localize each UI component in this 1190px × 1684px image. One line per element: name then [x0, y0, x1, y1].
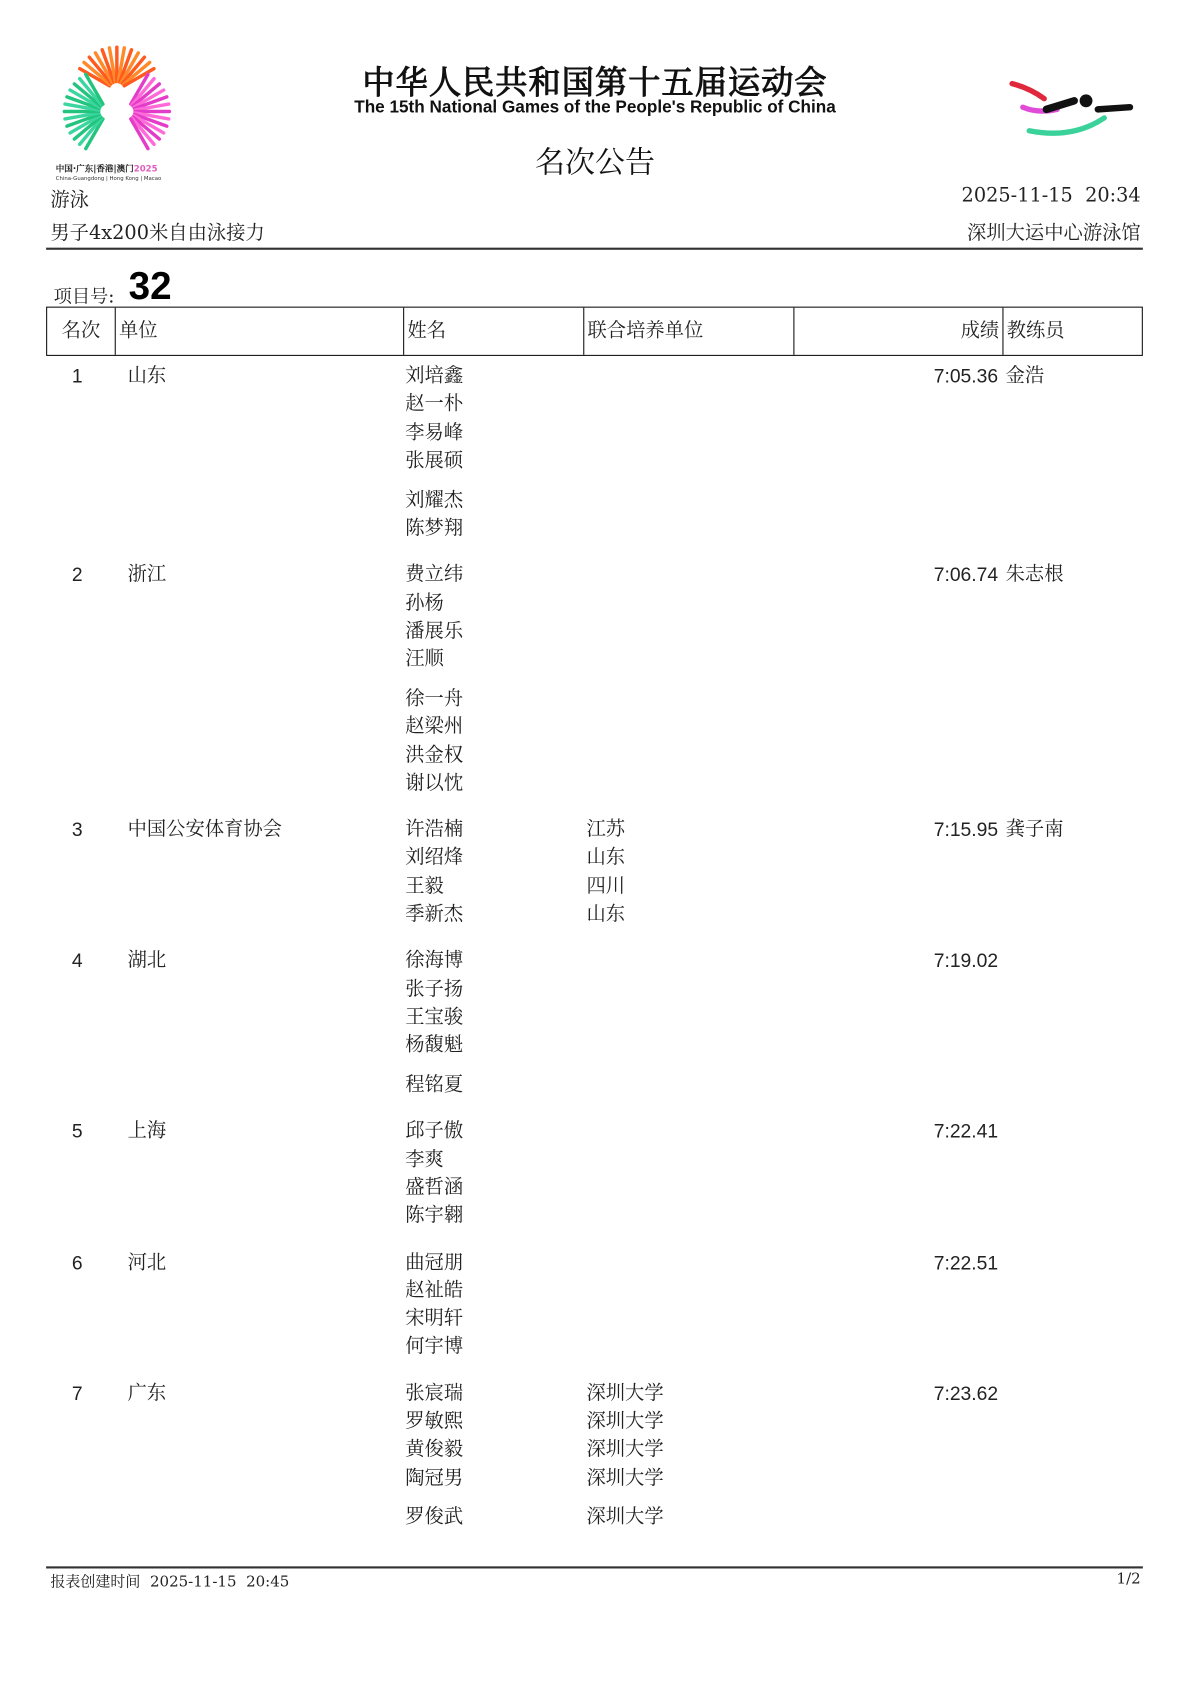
athlete-line [405, 391, 834, 419]
athlete-line [405, 947, 834, 975]
athlete-name: 王毅 [405, 874, 444, 898]
athlete-name: 罗俊武 [405, 1505, 464, 1529]
table-header [46, 307, 1143, 356]
athlete-list [405, 561, 834, 798]
table-row [46, 561, 1143, 798]
athlete-line [405, 1408, 834, 1436]
athlete-name: 李易峰 [405, 420, 464, 444]
athlete-line [405, 589, 834, 617]
athlete-name: 季新杰 [405, 902, 464, 926]
athlete-name: 邱子傲 [405, 1119, 464, 1143]
athlete-line [405, 1464, 834, 1492]
athlete-line [405, 561, 834, 589]
athlete-name: 刘绍烽 [405, 846, 464, 869]
athlete-name: 陈宇翱 [405, 1204, 464, 1227]
column-header-joint-unit: 联合培养单位 [583, 308, 793, 355]
athlete-line [405, 1379, 834, 1407]
athlete-name: 李爽 [405, 1147, 444, 1171]
athlete-name: 曲冠朋 [405, 1250, 464, 1274]
athlete-name: 谢以忱 [405, 771, 464, 795]
results-table-body [46, 362, 1143, 1550]
svg-text:China-Guangdong | Hong Kong |: China-Guangdong | Hong Kong | Macao [55, 176, 162, 183]
rank-cell: 6 [71, 1251, 83, 1274]
result-cell: 7:22.41 [933, 1120, 999, 1143]
athlete-line [405, 1032, 834, 1060]
joint-unit: 深圳大学 [586, 1505, 664, 1529]
unit-cell: 广东 [127, 1381, 167, 1405]
result-cell: 7:06.74 [933, 564, 999, 586]
athlete-name: 赵祉皓 [405, 1278, 464, 1302]
result-cell: 7:22.51 [933, 1251, 999, 1274]
athlete-line [405, 1003, 834, 1031]
athlete-line [405, 713, 834, 741]
rank-cell: 4 [71, 950, 83, 972]
athlete-line [405, 901, 834, 929]
athlete-name: 张展硕 [405, 449, 464, 472]
athlete-list [405, 947, 834, 1099]
athlete-line [405, 872, 834, 900]
athlete-name: 黄俊毅 [405, 1438, 464, 1461]
athlete-name: 刘耀杰 [405, 488, 464, 512]
athlete-line [405, 515, 834, 543]
joint-unit: 深圳大学 [586, 1466, 664, 1489]
column-header-rank: 名次 [61, 319, 101, 342]
document-title: 名次公告 [534, 144, 656, 181]
athlete-line [405, 1436, 834, 1464]
athlete-line [405, 1305, 834, 1333]
athlete-name: 徐一舟 [405, 687, 464, 710]
joint-unit: 深圳大学 [586, 1381, 664, 1405]
rank-cell: 1 [71, 365, 83, 388]
event-number: 32 [128, 263, 172, 308]
athlete-line [405, 646, 834, 674]
athlete-name: 赵一朴 [405, 392, 464, 416]
header-divider [46, 248, 1143, 250]
page-number: 1/2 [1116, 1570, 1141, 1588]
coach-cell: 朱志根 [1005, 563, 1064, 586]
athlete-line [405, 617, 834, 645]
result-cell: 7:15.95 [933, 819, 999, 841]
unit-cell: 山东 [127, 364, 167, 388]
event-label: 男子4x200米自由泳接力 [50, 221, 265, 245]
athlete-name: 洪金权 [405, 743, 464, 767]
athlete-list [405, 362, 834, 542]
table-row [46, 1248, 1143, 1361]
result-cell: 7:05.36 [933, 365, 999, 388]
table-row [46, 947, 1143, 1099]
athlete-line [405, 1174, 834, 1202]
rank-cell: 3 [71, 819, 83, 841]
athlete-name: 潘展乐 [405, 619, 464, 643]
column-header-coach: 教练员 [1002, 308, 1141, 355]
table-row [46, 816, 1143, 929]
games-title-en: The 15th National Games of the People's Republic of China [354, 98, 836, 117]
unit-cell: 上海 [127, 1119, 167, 1143]
athlete-list [405, 1379, 834, 1531]
athlete-name: 杨馥魁 [405, 1033, 464, 1057]
athlete-list [405, 816, 834, 929]
joint-unit: 深圳大学 [586, 1409, 664, 1433]
result-cell: 7:23.62 [933, 1382, 999, 1405]
joint-unit: 山东 [586, 846, 626, 869]
athlete-line [405, 1277, 834, 1305]
unit-cell: 湖北 [127, 949, 167, 972]
table-row [46, 1379, 1143, 1531]
athlete-line [405, 1202, 834, 1230]
sport-label: 游泳 [50, 188, 89, 212]
athlete-line [405, 362, 834, 390]
venue-label: 深圳大运中心游泳馆 [967, 221, 1141, 245]
athlete-line [405, 816, 834, 844]
athlete-line [405, 770, 834, 798]
unit-cell: 中国公安体育协会 [127, 818, 282, 841]
table-row [46, 362, 1143, 542]
rank-cell: 2 [71, 564, 83, 586]
athlete-name: 罗敏熙 [405, 1409, 464, 1433]
joint-unit: 四川 [586, 874, 626, 898]
athlete-name: 刘培鑫 [405, 364, 464, 388]
swimming-pictogram-icon [1008, 79, 1137, 141]
athlete-name: 何宇博 [405, 1335, 464, 1358]
joint-unit: 江苏 [586, 818, 626, 841]
report-datetime: 2025-11-15 20:34 [961, 184, 1141, 207]
unit-cell: 河北 [127, 1250, 167, 1274]
games-title-cn: 中华人民共和国第十五届运动会 [362, 64, 828, 102]
athlete-line [405, 1117, 834, 1145]
athlete-line [405, 419, 834, 447]
rank-cell: 5 [71, 1120, 83, 1143]
athlete-name: 徐海博 [405, 949, 464, 972]
athlete-name: 费立纬 [405, 563, 464, 586]
column-header-result: 成绩 [793, 308, 1002, 355]
athlete-name: 许浩楠 [405, 818, 464, 841]
athlete-line [405, 1504, 834, 1532]
joint-unit: 山东 [586, 902, 626, 926]
rank-cell: 7 [71, 1382, 83, 1405]
athlete-name: 宋明轩 [405, 1307, 464, 1330]
athlete-name: 张子扬 [405, 977, 464, 1000]
column-header-unit: 单位 [115, 308, 403, 355]
athlete-name: 程铭夏 [405, 1073, 464, 1096]
athlete-line [405, 975, 834, 1003]
column-header-name: 姓名 [403, 308, 583, 355]
athlete-name: 汪顺 [405, 647, 444, 671]
athlete-line [405, 1146, 834, 1174]
footer-divider [46, 1566, 1143, 1568]
joint-unit: 深圳大学 [586, 1438, 664, 1461]
report-created-time: 报表创建时间 2025-11-15 20:45 [50, 1573, 290, 1591]
athlete-line [405, 486, 834, 514]
athlete-line [405, 1248, 834, 1276]
athlete-line [405, 685, 834, 713]
athlete-line [405, 741, 834, 769]
result-cell: 7:19.02 [933, 950, 999, 972]
athlete-name: 陈梦翔 [405, 516, 464, 540]
athlete-list [405, 1117, 834, 1230]
athlete-name: 陶冠男 [405, 1466, 464, 1489]
athlete-line [405, 1333, 834, 1361]
table-row [46, 1117, 1143, 1230]
coach-cell: 金浩 [1005, 364, 1045, 388]
svg-text:中国·广东|香港|澳门2025: 中国·广东|香港|澳门2025 [55, 164, 158, 175]
athlete-name: 盛哲涵 [405, 1176, 464, 1199]
athlete-line [405, 844, 834, 872]
coach-cell: 龚子南 [1005, 818, 1064, 841]
athlete-name: 赵梁州 [405, 715, 464, 738]
athlete-line [405, 1071, 834, 1099]
athlete-name: 王宝骏 [405, 1005, 464, 1029]
athlete-name: 孙杨 [405, 591, 444, 614]
unit-cell: 浙江 [127, 563, 167, 586]
athlete-list [405, 1248, 834, 1361]
athlete-name: 张宸瑞 [405, 1381, 464, 1405]
athlete-line [405, 447, 834, 475]
event-number-label: 项目号: [53, 286, 115, 308]
